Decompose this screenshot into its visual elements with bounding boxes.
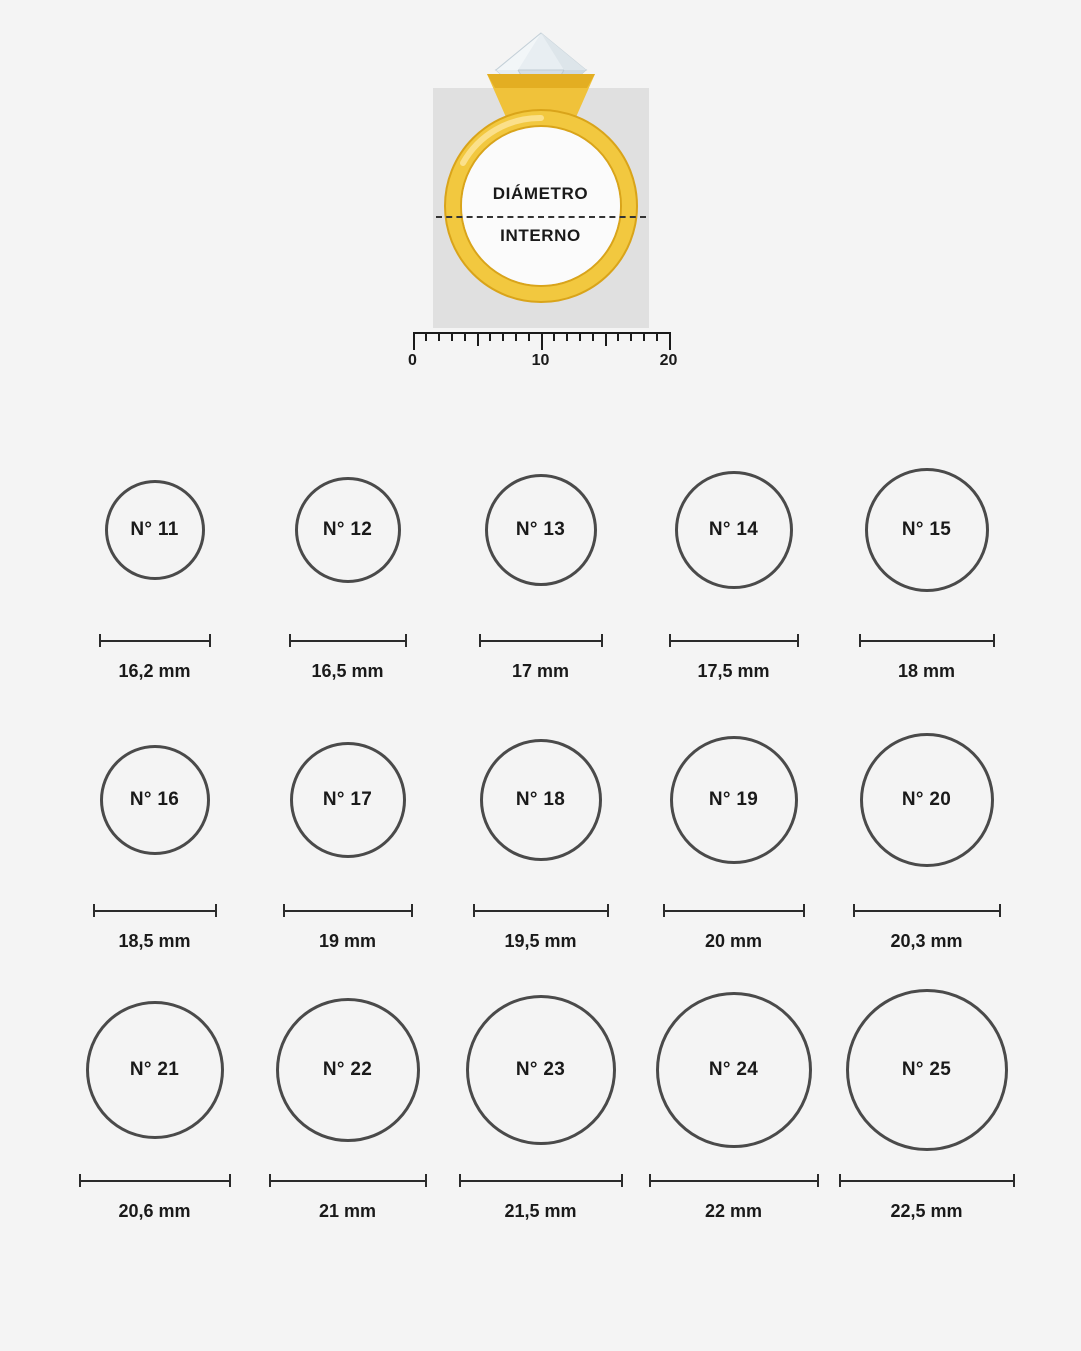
measurement-bar (99, 634, 211, 648)
ring-circle-area (295, 430, 401, 630)
measurement-line (269, 1180, 427, 1182)
diameter-label-line2: INTERNO (500, 226, 581, 245)
ruler-tick-mark (541, 332, 543, 350)
ring-size-circle[interactable] (860, 733, 994, 867)
measurement-bar (669, 634, 799, 648)
ring-size-label: N° 13 (515, 519, 566, 540)
ring-size-mm: 19 mm (318, 931, 377, 951)
ring-size-mm: 20,3 mm (890, 931, 963, 951)
ring-circle-area (865, 430, 989, 630)
ruler-tick-mark (630, 332, 632, 341)
ring-illustration (0, 0, 1081, 430)
ring-size-mm: 21,5 mm (504, 1201, 577, 1221)
ruler-tick-mark (592, 332, 594, 341)
ring-size-circle[interactable] (86, 1001, 224, 1139)
ring-circle-area (105, 430, 205, 630)
measurement-cap-left (79, 1174, 81, 1187)
ruler-tick-mark (605, 332, 607, 346)
ring-size-circle[interactable] (846, 989, 1008, 1151)
measurement-line (459, 1180, 623, 1182)
ring-circle-area (466, 970, 616, 1170)
measurement-bar (853, 904, 1001, 918)
ruler-tick-20: 20 (659, 352, 678, 369)
ring-size-cell[interactable] (637, 970, 830, 1222)
ring-size-cell[interactable] (830, 970, 1023, 1222)
ring-size-label: N° 21 (129, 1059, 180, 1080)
ruler-tick-mark (438, 332, 440, 341)
measurement-bar (649, 1174, 819, 1188)
measurement-line (283, 910, 413, 912)
measurement-line (859, 640, 995, 642)
ring-size-cell[interactable] (830, 430, 1023, 682)
measurement-cap-right (999, 904, 1001, 917)
measurement-cap-right (209, 634, 211, 647)
ring-size-circle[interactable] (276, 998, 420, 1142)
ring-size-mm: 16,5 mm (311, 661, 384, 681)
ring-size-circle[interactable] (485, 474, 597, 586)
measurement-bar (473, 904, 609, 918)
ring-size-mm: 17,5 mm (697, 661, 770, 681)
measurement-cap-left (269, 1174, 271, 1187)
ruler-tick-mark (643, 332, 645, 341)
ring-size-mm: 22,5 mm (890, 1201, 963, 1221)
ruler-tick-mark (566, 332, 568, 341)
diameter-dashed-line (436, 216, 646, 218)
ring-circle-area (656, 970, 812, 1170)
measurement-bar (479, 634, 603, 648)
measurement-bar (79, 1174, 231, 1188)
measurement-cap-left (283, 904, 285, 917)
ring-size-label: N° 11 (130, 519, 179, 540)
measurement-cap-right (607, 904, 609, 917)
ring-size-mm: 17 mm (511, 661, 570, 681)
ring-size-circle[interactable] (290, 742, 406, 858)
ring-size-label: N° 23 (515, 1059, 566, 1080)
ring-size-label: N° 24 (708, 1059, 759, 1080)
ring-size-mm: 16,2 mm (118, 661, 191, 681)
measurement-cap-right (621, 1174, 623, 1187)
ruler-tick-mark (515, 332, 517, 341)
measurement-line (79, 1180, 231, 1182)
measurement-cap-left (853, 904, 855, 917)
measurement-bar (93, 904, 217, 918)
measurement-cap-right (797, 634, 799, 647)
measurement-bar (663, 904, 805, 918)
measurement-cap-right (215, 904, 217, 917)
measurement-line (479, 640, 603, 642)
ring-size-cell[interactable] (444, 700, 637, 952)
size-row-3 (58, 970, 1023, 1222)
measurement-cap-left (99, 634, 101, 647)
measurement-cap-left (289, 634, 291, 647)
ring-size-label: N° 20 (901, 789, 952, 810)
measurement-bar (859, 634, 995, 648)
measurement-line (839, 1180, 1015, 1182)
ring-circle-area (670, 700, 798, 900)
ring-size-label: N° 19 (708, 789, 759, 810)
ring-size-cell[interactable] (830, 700, 1023, 952)
ring-size-circle[interactable] (480, 739, 602, 861)
measurement-cap-right (993, 634, 995, 647)
measurement-cap-left (839, 1174, 841, 1187)
measurement-cap-left (649, 1174, 651, 1187)
ruler-tick-mark (502, 332, 504, 341)
ring-size-circle[interactable] (656, 992, 812, 1148)
ring-size-label: N° 14 (708, 519, 759, 540)
measurement-cap-left (459, 1174, 461, 1187)
measurement-cap-right (405, 634, 407, 647)
ruler-tick-mark (579, 332, 581, 341)
ring-circle-area (860, 700, 994, 900)
ring-circle-area (846, 970, 1008, 1170)
ruler-tick-10: 10 (531, 352, 550, 369)
ring-size-circle[interactable] (100, 745, 210, 855)
ring-size-mm: 19,5 mm (504, 931, 577, 951)
measurement-cap-right (229, 1174, 231, 1187)
ruler-tick-0: 0 (408, 352, 417, 369)
ruler-tick-labels (391, 352, 691, 372)
ruler-tick-mark (617, 332, 619, 341)
ring-size-label: N° 17 (322, 789, 373, 810)
measurement-line (649, 1180, 819, 1182)
ring-graphic-wrapper (0, 28, 1081, 388)
measurement-line (663, 910, 805, 912)
ring-size-cell[interactable] (637, 430, 830, 682)
measurement-cap-right (425, 1174, 427, 1187)
ring-circle-area (485, 430, 597, 630)
ruler-tick-mark (528, 332, 530, 341)
ring-size-circle[interactable] (670, 736, 798, 864)
measurement-line (99, 640, 211, 642)
ring-diamond-svg (391, 28, 691, 328)
ruler-tick-mark (669, 332, 671, 350)
ring-circle-area (86, 970, 224, 1170)
ring-circle-area (290, 700, 406, 900)
ring-size-circle[interactable] (105, 480, 205, 580)
measurement-bar (839, 1174, 1015, 1188)
ruler (391, 320, 691, 390)
measurement-bar (283, 904, 413, 918)
ring-size-mm: 18,5 mm (118, 931, 191, 951)
measurement-bar (269, 1174, 427, 1188)
ruler-tick-mark (464, 332, 466, 341)
ring-size-cell[interactable] (251, 970, 444, 1222)
size-row-2 (58, 700, 1023, 952)
ring-circle-area (100, 700, 210, 900)
ring-size-cell[interactable] (251, 700, 444, 952)
ring-size-cell[interactable] (444, 430, 637, 682)
ring-size-cell[interactable] (58, 430, 251, 682)
ruler-tick-mark (553, 332, 555, 341)
measurement-cap-left (669, 634, 671, 647)
size-row-1 (58, 430, 1023, 682)
ruler-tick-mark (425, 332, 427, 341)
measurement-line (473, 910, 609, 912)
ring-size-circle[interactable] (295, 477, 401, 583)
measurement-line (289, 640, 407, 642)
measurement-cap-left (479, 634, 481, 647)
ring-size-cell[interactable] (637, 700, 830, 952)
ring-size-mm: 18 mm (897, 661, 956, 681)
ring-size-mm: 20,6 mm (118, 1201, 191, 1221)
ruler-tick-mark (489, 332, 491, 341)
measurement-line (853, 910, 1001, 912)
measurement-cap-right (803, 904, 805, 917)
ring-size-circle[interactable] (675, 471, 793, 589)
ring-size-label: N° 15 (901, 519, 952, 540)
measurement-bar (289, 634, 407, 648)
measurement-cap-left (473, 904, 475, 917)
ring-size-cell[interactable] (58, 970, 251, 1222)
measurement-bar (459, 1174, 623, 1188)
measurement-cap-left (93, 904, 95, 917)
ring-size-mm: 20 mm (704, 931, 763, 951)
ring-size-cell[interactable] (251, 430, 444, 682)
ruler-tick-mark (451, 332, 453, 341)
ring-size-label: N° 16 (129, 789, 180, 810)
measurement-line (669, 640, 799, 642)
ring-size-label: N° 18 (515, 789, 566, 810)
measurement-cap-right (817, 1174, 819, 1187)
ring-size-mm: 22 mm (704, 1201, 763, 1221)
measurement-cap-right (1013, 1174, 1015, 1187)
ring-size-cell[interactable] (444, 970, 637, 1222)
ring-circle-area (276, 970, 420, 1170)
measurement-line (93, 910, 217, 912)
ring-size-cell[interactable] (58, 700, 251, 952)
ring-size-mm: 21 mm (318, 1201, 377, 1221)
ring-size-grid (58, 430, 1023, 1240)
measurement-cap-right (411, 904, 413, 917)
measurement-cap-left (663, 904, 665, 917)
ring-circle-area (480, 700, 602, 900)
diameter-label-line1: DIÁMETRO (492, 184, 589, 203)
ruler-tick-mark (413, 332, 415, 350)
ring-size-label: N° 25 (901, 1059, 952, 1080)
ruler-tick-mark (656, 332, 658, 341)
ring-size-circle[interactable] (466, 995, 616, 1145)
ruler-tick-mark (477, 332, 479, 346)
measurement-cap-left (859, 634, 861, 647)
measurement-cap-right (601, 634, 603, 647)
ring-circle-area (675, 430, 793, 630)
ring-size-circle[interactable] (865, 468, 989, 592)
ring-size-label: N° 22 (322, 1059, 373, 1080)
ring-size-label: N° 12 (322, 519, 373, 540)
